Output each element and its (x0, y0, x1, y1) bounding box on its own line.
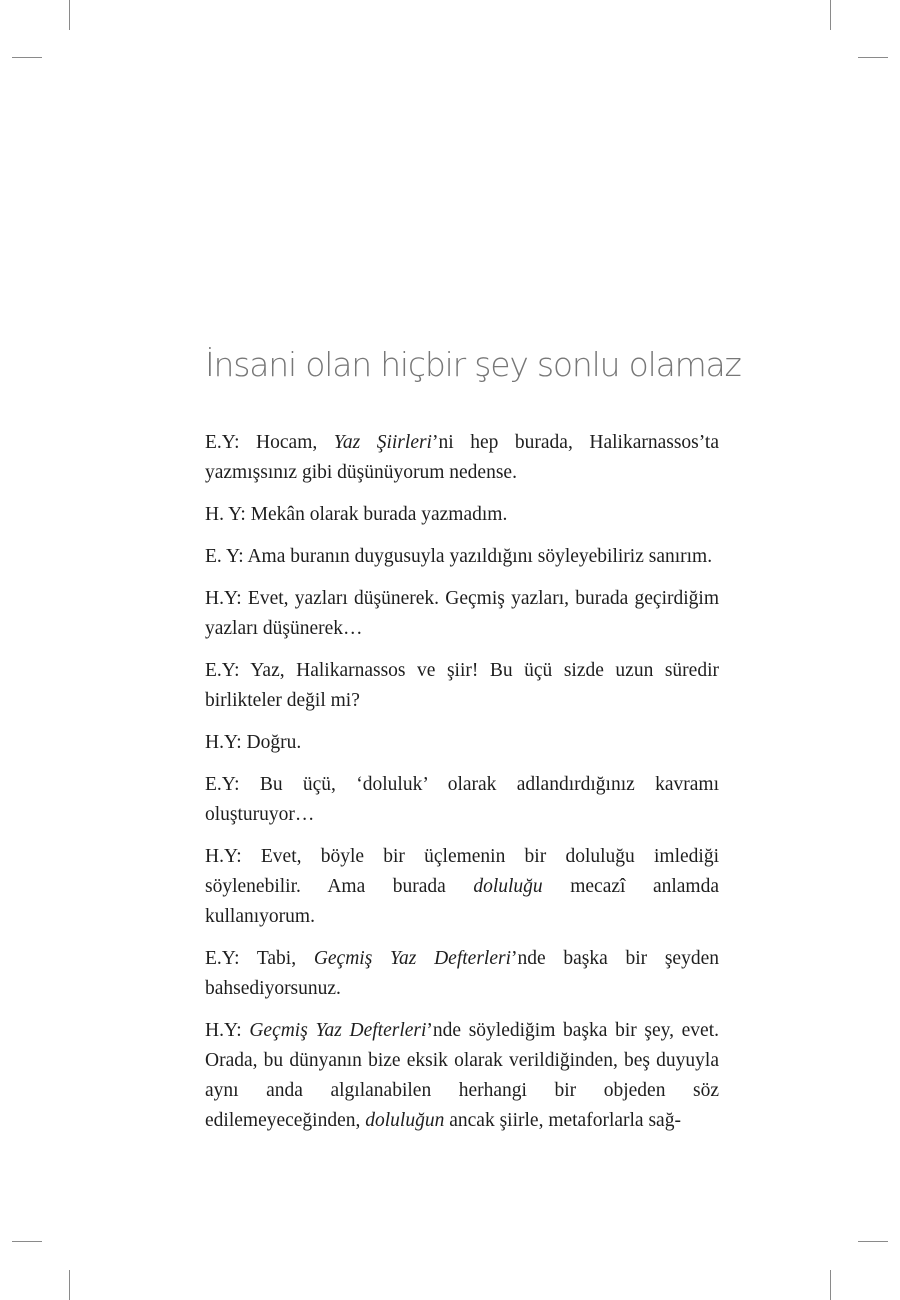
book-title: Geçmiş Yaz Defterleri (313, 948, 511, 969)
paragraph: E.Y: Bu üçü, ‘doluluk’ olarak adlandırdığınız kavramı oluşturuyor… (205, 774, 719, 825)
crop-mark-left-top (12, 57, 42, 58)
paragraph: H.Y: Geçmiş Yaz Defterleri’nde söylediğim başka bir şey, evet. Orada, bu dünyanın bize eksik olarak verildiğinden, beş duyuyla aynı anda algılanabilen herhangi bir objeden söz edilemeyeceğinden, doluluğun ancak şiirle, metaforlarla sağ- (205, 1020, 719, 1131)
emphasis: doluluğun (365, 1110, 445, 1131)
interview-text (205, 428, 719, 1148)
emphasis: doluluğu (473, 876, 543, 897)
chapter-title: İnsani olan hiçbir şey sonlu olamaz (205, 345, 741, 384)
crop-mark-right-top (858, 57, 888, 58)
crop-mark-left-bottom (12, 1241, 42, 1242)
paragraph: E.Y: Tabi, Geçmiş Yaz Defterleri’nde başka bir şeyden bahsediyorsunuz. (205, 948, 719, 999)
paragraph: H.Y: Evet, böyle bir üçlemenin bir doluluğu imlediği söylenebilir. Ama burada doluluğu mecazî anlamda kullanıyorum. (205, 846, 719, 927)
crop-mark-top-left (69, 0, 70, 30)
paragraph: H.Y: Evet, yazları düşünerek. Geçmiş yazları, burada geçirdiğim yazları düşünerek… (205, 588, 719, 639)
crop-mark-bottom-right (830, 1270, 831, 1300)
paragraph: E.Y: Yaz, Halikarnassos ve şiir! Bu üçü sizde uzun süredir birlikteler değil mi? (205, 660, 719, 711)
paragraph: H. Y: Mekân olarak burada yazmadım. (205, 504, 508, 525)
crop-mark-bottom-left (69, 1270, 70, 1300)
paragraph: E. Y: Ama buranın duygusuyla yazıldığını söyleyebiliriz sanırım. (205, 546, 713, 567)
paragraph: H.Y: Doğru. (205, 732, 302, 753)
book-title: Geçmiş Yaz Defterleri (249, 1020, 427, 1041)
paragraph: E.Y: Hocam, Yaz Şiirleri’ni hep burada, Halikarnassos’ta yazmışsınız gibi düşünüyorum nedense. (205, 432, 719, 483)
book-title: Yaz Şiirleri (333, 432, 432, 453)
crop-mark-top-right (830, 0, 831, 30)
crop-mark-right-bottom (858, 1241, 888, 1242)
